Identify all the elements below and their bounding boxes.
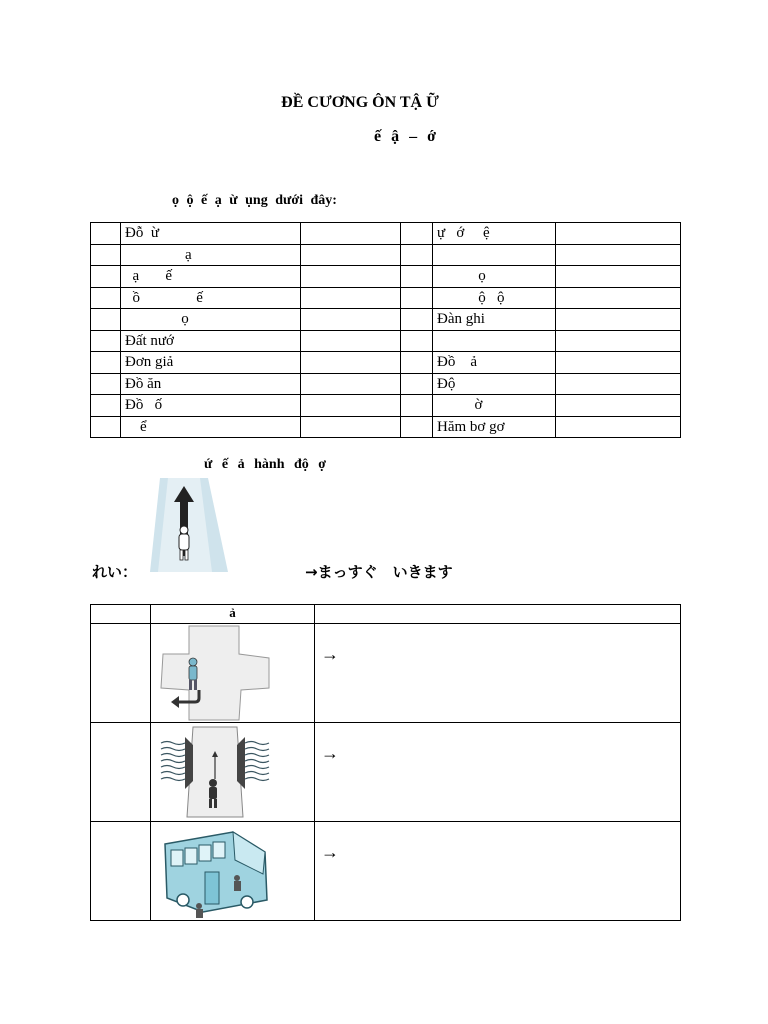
document-subtitle: ế ậ – ớ (374, 128, 436, 145)
vocab-word-cell: Đồ ả (433, 352, 556, 374)
action-table-header-picture: ả (151, 605, 315, 624)
vocab-number-cell (91, 223, 121, 245)
vocab-answer-cell[interactable] (301, 395, 401, 417)
vocab-answer-cell[interactable] (301, 266, 401, 288)
vocab-word-cell: Đồ ăn (121, 373, 301, 395)
picture-cell (151, 723, 315, 822)
action-table-header-number (91, 605, 151, 624)
row-number-cell (91, 624, 151, 723)
table-row (91, 244, 681, 266)
vocab-word-cell: Đất nướ (121, 330, 301, 352)
vocab-answer-cell[interactable] (556, 395, 681, 417)
vocab-answer-cell[interactable] (301, 223, 401, 245)
straight-road-arrow-icon (138, 476, 230, 574)
vocab-word-cell: Đơn giả (121, 352, 301, 374)
vocab-number-cell (91, 309, 121, 331)
vocab-number-cell (91, 352, 121, 374)
vocab-number-cell (91, 373, 121, 395)
vocab-number-cell (91, 287, 121, 309)
vocab-word-cell: ự ớ ệ (433, 223, 556, 245)
table-row (91, 395, 681, 417)
vocab-number-cell (401, 373, 433, 395)
vocab-number-cell (401, 395, 433, 417)
vocab-number-cell (401, 287, 433, 309)
answer-arrow: → (321, 842, 339, 862)
vocab-number-cell (401, 352, 433, 374)
vocab-answer-cell[interactable] (556, 244, 681, 266)
vocab-number-cell (91, 395, 121, 417)
vocab-word-cell: ờ (433, 395, 556, 417)
vocab-answer-cell[interactable] (556, 266, 681, 288)
vocab-answer-cell[interactable] (301, 287, 401, 309)
vocab-answer-cell[interactable] (301, 330, 401, 352)
vocab-number-cell (401, 330, 433, 352)
vocab-word-cell: Đỗ ừ (121, 223, 301, 245)
table-row (91, 223, 681, 245)
vocab-answer-cell[interactable] (301, 244, 401, 266)
table-row (91, 416, 681, 438)
bridge-walk-icon (159, 723, 271, 821)
picture-cell (151, 624, 315, 723)
vocab-answer-cell[interactable] (301, 309, 401, 331)
vocabulary-table (90, 222, 681, 438)
table-row (91, 373, 681, 395)
vocab-answer-cell[interactable] (556, 309, 681, 331)
vocab-word-cell: Hăm bơ gơ (433, 416, 556, 438)
row-number-cell (91, 723, 151, 822)
vocab-answer-cell[interactable] (556, 416, 681, 438)
vocab-answer-cell[interactable] (556, 352, 681, 374)
vocab-answer-cell[interactable] (556, 287, 681, 309)
table-row (91, 330, 681, 352)
bus-icon (159, 822, 271, 920)
vocab-number-cell (401, 244, 433, 266)
document-title: ĐỀ CƯƠNG ÔN TẬ Ữ (281, 94, 439, 111)
vocab-word-cell: ọ (433, 266, 556, 288)
section2-instruction: ứ ế ả hành độ ợ (204, 457, 327, 472)
example-answer: →まっすぐ いきます (305, 563, 453, 581)
section1-instruction: ọ ộ ế ạ ừ ụng dưới đây: (172, 193, 337, 208)
vocab-number-cell (401, 223, 433, 245)
vocab-answer-cell[interactable] (301, 373, 401, 395)
answer-arrow: → (321, 644, 339, 664)
vocab-word-cell: ọ (121, 309, 301, 331)
picture-cell (151, 822, 315, 921)
vocab-answer-cell[interactable] (556, 223, 681, 245)
vocab-number-cell (401, 266, 433, 288)
answer-cell[interactable] (315, 822, 681, 921)
vocab-word-cell (433, 330, 556, 352)
vocab-number-cell (401, 416, 433, 438)
vocab-answer-cell[interactable] (301, 416, 401, 438)
vocab-number-cell (91, 244, 121, 266)
vocab-word-cell: ộ ộ (433, 287, 556, 309)
table-row (91, 723, 681, 822)
vocab-number-cell (401, 309, 433, 331)
vocab-word-cell: ể (121, 416, 301, 438)
table-row (91, 822, 681, 921)
example-label: れい： (92, 563, 138, 581)
action-table-header-answer (315, 605, 681, 624)
vocab-number-cell (91, 266, 121, 288)
answer-arrow: → (321, 743, 339, 763)
table-row (91, 287, 681, 309)
vocab-number-cell (91, 330, 121, 352)
vocab-answer-cell[interactable] (556, 373, 681, 395)
table-row (91, 309, 681, 331)
table-row (91, 352, 681, 374)
vocab-word-cell: ạ (121, 244, 301, 266)
table-row (91, 624, 681, 723)
vocab-word-cell (433, 244, 556, 266)
vocab-word-cell: Đồ ố (121, 395, 301, 417)
vocab-word-cell: Đàn ghi (433, 309, 556, 331)
vocab-word-cell: ồ ế (121, 287, 301, 309)
action-table (90, 604, 681, 921)
intersection-turn-left-icon (159, 624, 271, 722)
answer-cell[interactable] (315, 624, 681, 723)
table-row (91, 266, 681, 288)
vocab-word-cell: ạ ế (121, 266, 301, 288)
vocab-number-cell (91, 416, 121, 438)
vocab-answer-cell[interactable] (556, 330, 681, 352)
vocab-word-cell: Độ (433, 373, 556, 395)
row-number-cell (91, 822, 151, 921)
answer-cell[interactable] (315, 723, 681, 822)
vocab-answer-cell[interactable] (301, 352, 401, 374)
